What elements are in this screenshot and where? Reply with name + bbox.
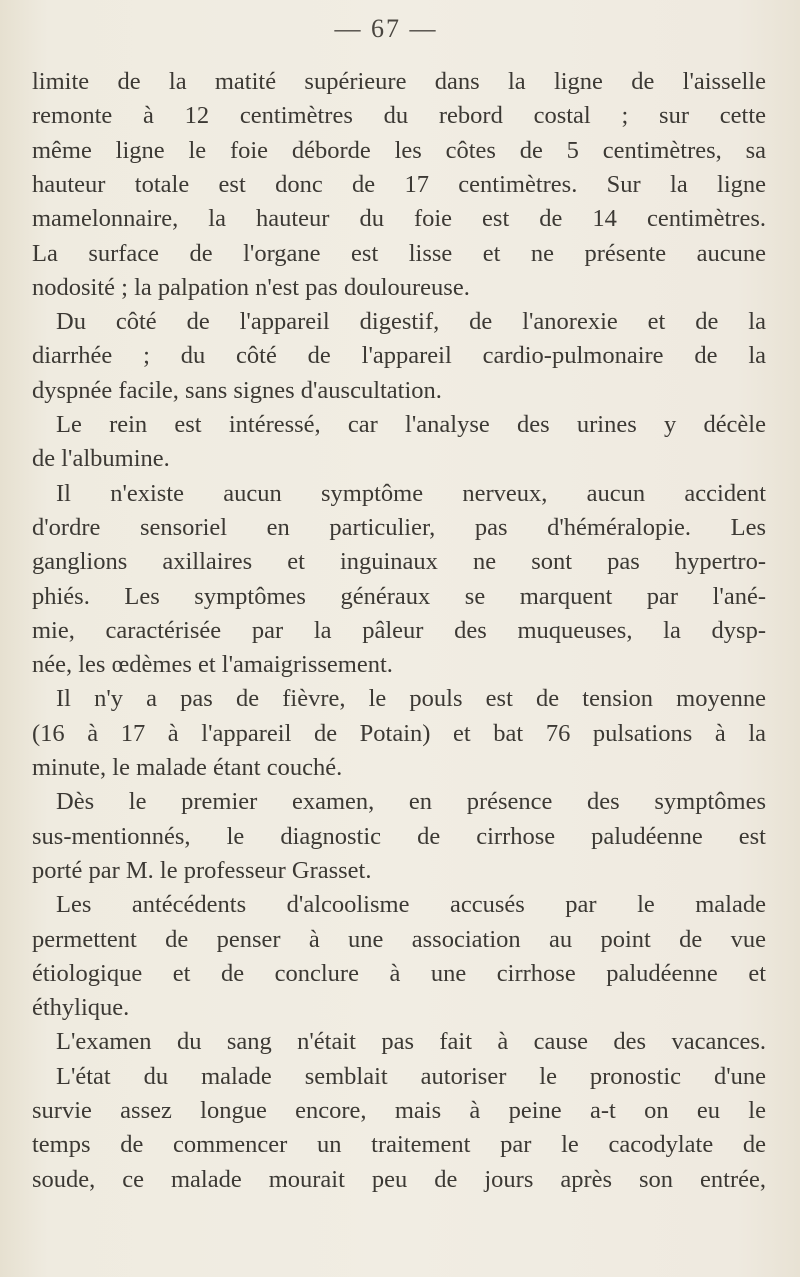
- text-line: survie assez longue encore, mais à peine a-t on eu le: [32, 1097, 766, 1124]
- text-line: soude, ce malade mourait peu de jours après son entrée,: [32, 1165, 766, 1193]
- text-line: sus-mentionnés, le diagnostic de cirrhose paludéenne est: [32, 822, 766, 850]
- text-line: L'examen du sang n'était pas fait à cause des vacances.: [56, 1028, 766, 1056]
- text-line: Il n'y a pas de fièvre, le pouls est de tension moyenne: [56, 685, 766, 713]
- text-line: La surface de l'organe est lisse et ne présente aucune: [32, 239, 766, 267]
- text-line: phiés. Les symptômes généraux se marquent par l'ané-: [32, 582, 766, 610]
- text-line: d'ordre sensoriel en particulier, pas d'héméralopie. Les: [32, 513, 766, 541]
- text-line: née, les œdèmes et l'amaigrissement.: [32, 651, 393, 679]
- text-line: ganglions axillaires et inguinaux ne sont pas hypertro-: [32, 548, 766, 576]
- text-line: minute, le malade étant couché.: [32, 754, 343, 781]
- text-line: étiologique et de conclure à une cirrhose paludéenne et: [32, 959, 766, 987]
- text-line: même ligne le foie déborde les côtes de 5 centimètres, sa: [32, 136, 766, 164]
- text-line: Il n'existe aucun symptôme nerveux, aucun accident: [56, 479, 766, 507]
- text-line: Les antécédents d'alcoolisme accusés par le malade: [56, 891, 766, 919]
- text-line: Le rein est intéressé, car l'analyse des urines y décèle: [56, 411, 766, 438]
- text-line: Dès le premier examen, en présence des symptômes: [56, 788, 766, 816]
- text-line: dyspnée facile, sans signes d'auscultation.: [32, 376, 442, 404]
- text-line: mamelonnaire, la hauteur du foie est de 14 centimètres.: [32, 205, 766, 233]
- text-line: mie, caractérisée par la pâleur des muqueuses, la dysp-: [32, 616, 766, 644]
- text-line: de l'albumine.: [32, 445, 170, 473]
- text-line: limite de la matité supérieure dans la ligne de l'aisselle: [32, 68, 766, 95]
- text-line: hauteur totale est donc de 17 centimètres. Sur la ligne: [32, 170, 766, 198]
- text-line: porté par M. le professeur Grasset.: [32, 856, 372, 884]
- text-line: remonte à 12 centimètres du rebord costal ; sur cette: [32, 102, 766, 130]
- text-line: L'état du malade semblait autoriser le pronostic d'une: [56, 1062, 766, 1090]
- page-number: — 67 —: [334, 14, 438, 43]
- text-line: nodosité ; la palpation n'est pas douloureuse.: [32, 273, 470, 301]
- text-line: Du côté de l'appareil digestif, de l'anorexie et de la: [56, 308, 766, 336]
- text-line: permettent de penser à une association au point de vue: [32, 925, 766, 953]
- text-line: diarrhée ; du côté de l'appareil cardio-pulmonaire de la: [32, 342, 766, 370]
- text-line: éthylique.: [32, 994, 130, 1022]
- text-line: (16 à 17 à l'appareil de Potain) et bat 76 pulsations à la: [32, 719, 766, 747]
- text-line: temps de commencer un traitement par le cacodylate de: [32, 1131, 766, 1159]
